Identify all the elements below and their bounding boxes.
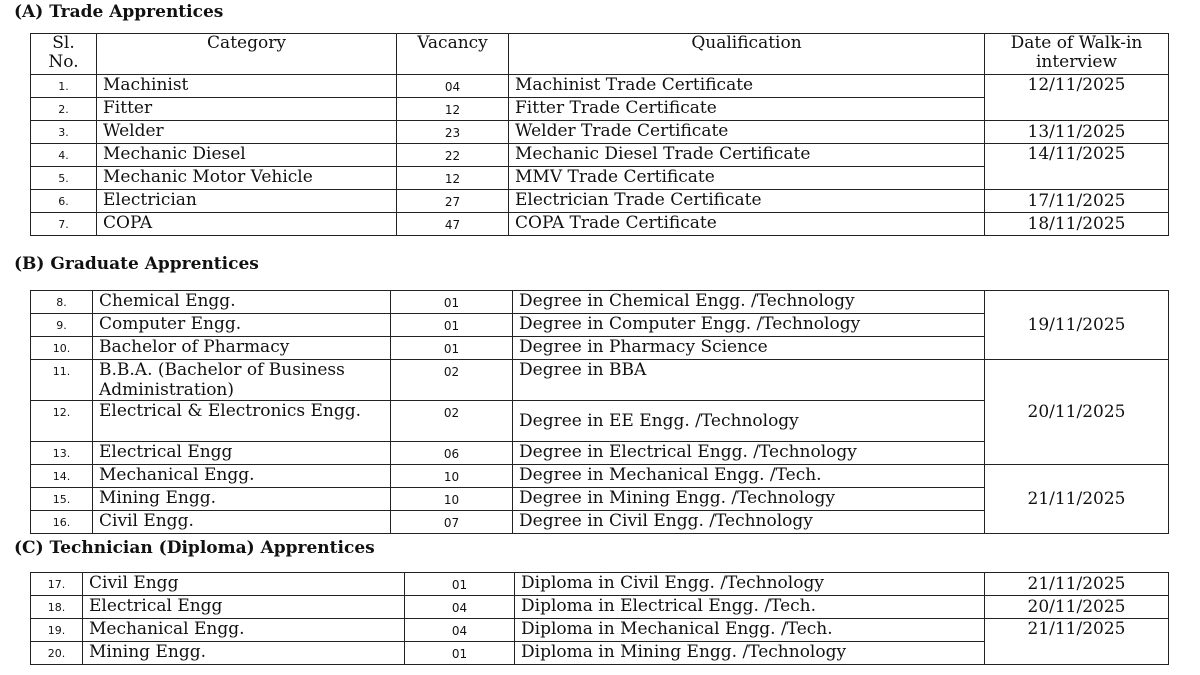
category: Electrical Engg (93, 442, 391, 465)
sl-no: 4. (31, 144, 97, 167)
category: Electrician (97, 190, 397, 213)
header-date: Date of Walk-in interview (985, 34, 1169, 75)
category: Electrical & Electronics Engg. (93, 401, 391, 442)
qualification: Degree in BBA (513, 360, 985, 401)
vacancy: 10 (391, 488, 513, 511)
category: Civil Engg (83, 573, 405, 596)
sl-no: 6. (31, 190, 97, 213)
vacancy: 06 (391, 442, 513, 465)
qualification: Mechanic Diesel Trade Certificate (509, 144, 985, 167)
table-row (31, 291, 1169, 314)
qualification: Degree in Mining Engg. /Technology (513, 488, 985, 511)
qualification: Degree in Civil Engg. /Technology (513, 511, 985, 534)
vacancy: 47 (397, 213, 509, 236)
interview-date: 20/11/2025 (985, 360, 1169, 465)
interview-date: 14/11/2025 (985, 144, 1169, 190)
category: Mechanic Motor Vehicle (97, 167, 397, 190)
sl-no: 16. (31, 511, 93, 534)
sl-no: 7. (31, 213, 97, 236)
sl-no: 10. (31, 337, 93, 360)
sl-no: 5. (31, 167, 97, 190)
qualification: Welder Trade Certificate (509, 121, 985, 144)
trade-apprentices-table (30, 33, 1169, 236)
category: Fitter (97, 98, 397, 121)
table-row (31, 573, 1169, 596)
qualification: Degree in Pharmacy Science (513, 337, 985, 360)
sl-no: 8. (31, 291, 93, 314)
category: Mechanic Diesel (97, 144, 397, 167)
sl-no: 9. (31, 314, 93, 337)
table-row (31, 596, 1169, 619)
qualification: Diploma in Electrical Engg. /Tech. (515, 596, 985, 619)
table-row (31, 465, 1169, 488)
vacancy: 04 (405, 596, 515, 619)
section-a-heading: (A) Trade Apprentices (14, 2, 224, 22)
qualification: Machinist Trade Certificate (509, 75, 985, 98)
table-row (31, 213, 1169, 236)
section-b-heading: (B) Graduate Apprentices (14, 254, 259, 274)
sl-no: 19. (31, 619, 83, 642)
qualification: Degree in Electrical Engg. /Technology (513, 442, 985, 465)
interview-date: 19/11/2025 (985, 291, 1169, 360)
sl-no: 3. (31, 121, 97, 144)
vacancy: 12 (397, 98, 509, 121)
vacancy: 07 (391, 511, 513, 534)
vacancy: 04 (405, 619, 515, 642)
vacancy: 01 (391, 291, 513, 314)
vacancy: 27 (397, 190, 509, 213)
category: Mechanical Engg. (83, 619, 405, 642)
category: B.B.A. (Bachelor of Business Administration) (93, 360, 391, 401)
sl-no: 2. (31, 98, 97, 121)
table-row (31, 190, 1169, 213)
qualification: Degree in Chemical Engg. /Technology (513, 291, 985, 314)
qualification: Fitter Trade Certificate (509, 98, 985, 121)
qualification: Degree in EE Engg. /Technology (513, 401, 985, 442)
category: Chemical Engg. (93, 291, 391, 314)
qualification: Electrician Trade Certificate (509, 190, 985, 213)
sl-no: 13. (31, 442, 93, 465)
qualification: Degree in Computer Engg. /Technology (513, 314, 985, 337)
qualification: Diploma in Mining Engg. /Technology (515, 642, 985, 665)
category: Electrical Engg (83, 596, 405, 619)
sl-no: 15. (31, 488, 93, 511)
sl-no: 12. (31, 401, 93, 442)
vacancy: 01 (405, 642, 515, 665)
interview-date: 21/11/2025 (985, 465, 1169, 534)
vacancy: 23 (397, 121, 509, 144)
technician-apprentices-table (30, 572, 1169, 665)
graduate-apprentices-table (30, 290, 1169, 534)
category: Civil Engg. (93, 511, 391, 534)
category: Machinist (97, 75, 397, 98)
sl-no: 18. (31, 596, 83, 619)
sl-no: 1. (31, 75, 97, 98)
interview-date: 18/11/2025 (985, 213, 1169, 236)
sl-no: 20. (31, 642, 83, 665)
table-row (31, 121, 1169, 144)
header-category: Category (97, 34, 397, 75)
category: Bachelor of Pharmacy (93, 337, 391, 360)
qualification: Degree in Mechanical Engg. /Tech. (513, 465, 985, 488)
vacancy: 01 (391, 337, 513, 360)
category: Welder (97, 121, 397, 144)
qualification: MMV Trade Certificate (509, 167, 985, 190)
header-vacancy: Vacancy (397, 34, 509, 75)
section-c-heading: (C) Technician (Diploma) Apprentices (14, 538, 375, 558)
category: Mining Engg. (93, 488, 391, 511)
table-header-row (31, 34, 1169, 75)
interview-date: 21/11/2025 (985, 619, 1169, 665)
interview-date: 12/11/2025 (985, 75, 1169, 121)
vacancy: 22 (397, 144, 509, 167)
vacancy: 10 (391, 465, 513, 488)
interview-date: 21/11/2025 (985, 573, 1169, 596)
vacancy: 02 (391, 360, 513, 401)
interview-date: 20/11/2025 (985, 596, 1169, 619)
vacancy: 02 (391, 401, 513, 442)
sl-no: 17. (31, 573, 83, 596)
vacancy: 04 (397, 75, 509, 98)
category: Computer Engg. (93, 314, 391, 337)
category: Mechanical Engg. (93, 465, 391, 488)
table-row (31, 75, 1169, 98)
qualification: COPA Trade Certificate (509, 213, 985, 236)
qualification: Diploma in Civil Engg. /Technology (515, 573, 985, 596)
sl-no: 11. (31, 360, 93, 401)
header-qualification: Qualification (509, 34, 985, 75)
interview-date: 13/11/2025 (985, 121, 1169, 144)
vacancy: 12 (397, 167, 509, 190)
table-row (31, 144, 1169, 167)
vacancy: 01 (405, 573, 515, 596)
table-row (31, 619, 1169, 642)
category: COPA (97, 213, 397, 236)
vacancy: 01 (391, 314, 513, 337)
interview-date: 17/11/2025 (985, 190, 1169, 213)
header-sl-no: Sl. No. (31, 34, 97, 75)
qualification: Diploma in Mechanical Engg. /Tech. (515, 619, 985, 642)
table-row (31, 360, 1169, 401)
sl-no: 14. (31, 465, 93, 488)
category: Mining Engg. (83, 642, 405, 665)
